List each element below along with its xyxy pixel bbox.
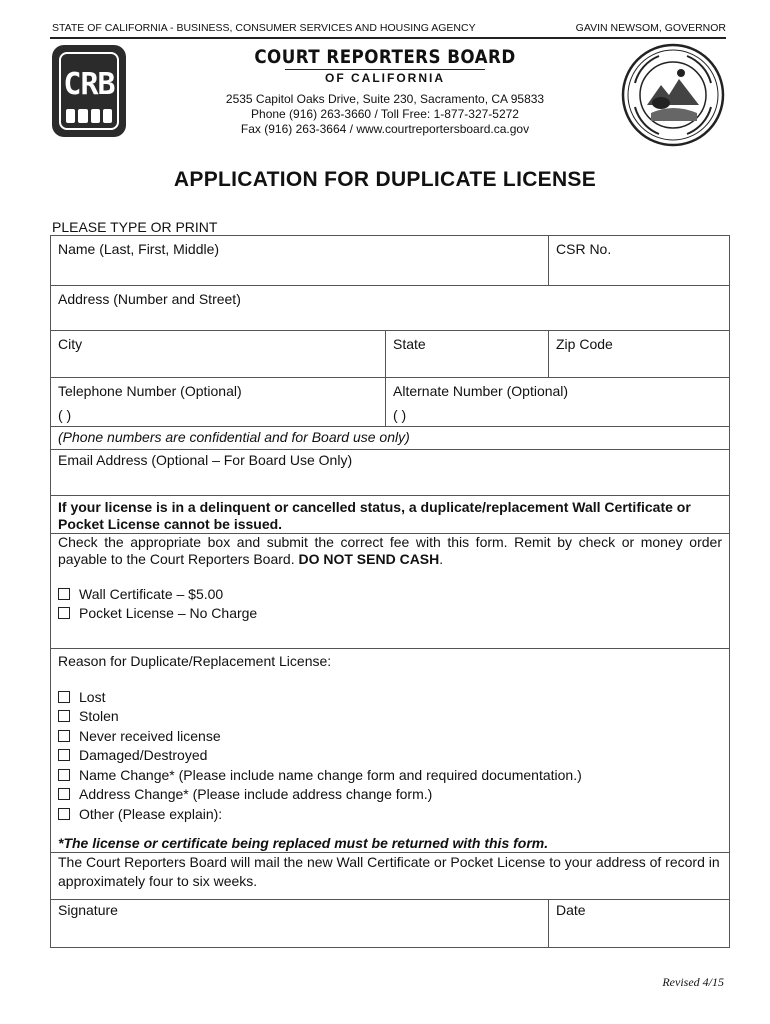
crb-logo	[52, 45, 126, 137]
agency-name: STATE OF CALIFORNIA - BUSINESS, CONSUMER SERVICES AND HOUSING AGENCY	[52, 22, 476, 34]
zip-label: Zip Code	[556, 336, 613, 352]
name-row	[51, 236, 729, 286]
reason-stolen-label: Stolen	[79, 708, 119, 725]
agency-header	[50, 22, 726, 40]
fee-text-end: .	[439, 551, 444, 567]
checkbox-icon[interactable]	[58, 769, 70, 781]
city-label: City	[58, 336, 83, 352]
fee-instructions	[51, 534, 729, 572]
logo-text: CRB	[63, 67, 115, 102]
email-label: Email Address (Optional – For Board Use Only)	[58, 452, 353, 468]
application-form	[50, 235, 730, 948]
email-field[interactable]	[51, 450, 729, 495]
checkbox-icon[interactable]	[58, 730, 70, 742]
signature-label: Signature	[58, 902, 118, 918]
reason-name-change-label: Name Change* (Please include name change form and required documentation.)	[79, 766, 582, 783]
notice-row	[51, 496, 729, 534]
board-name: COURT REPORTERS BOARD	[254, 46, 516, 68]
csr-label: CSR No.	[556, 241, 612, 257]
reason-lost-label: Lost	[79, 688, 106, 705]
name-field[interactable]	[51, 236, 548, 285]
telephone-label: Telephone Number (Optional)	[58, 383, 242, 399]
checkbox-icon[interactable]	[58, 808, 70, 820]
reason-option-stolen[interactable]	[58, 707, 722, 727]
state-field[interactable]	[385, 331, 548, 377]
city-field[interactable]	[51, 331, 385, 377]
reason-option-never-received[interactable]	[58, 726, 722, 746]
revision-date: Revised 4/15	[662, 975, 724, 989]
alternate-label: Alternate Number (Optional)	[393, 383, 569, 399]
phone-note-row	[51, 426, 729, 450]
reason-option-damaged[interactable]	[58, 746, 722, 766]
fee-section	[51, 534, 729, 649]
return-footnote	[58, 835, 548, 851]
checkbox-icon[interactable]	[58, 588, 70, 600]
telephone-area-code: ( )	[58, 407, 72, 423]
delinquent-notice: If your license is in a delinquent or cancelled status, a duplicate/replacement Wall Certificate or Pocket License cannot be issued.	[58, 499, 691, 532]
checkbox-icon[interactable]	[58, 710, 70, 722]
csr-field[interactable]	[548, 236, 729, 285]
fee-options	[51, 572, 729, 623]
reason-other-label: Other (Please explain):	[79, 805, 223, 822]
board-subtitle: OF CALIFORNIA	[325, 71, 445, 85]
state-label: State	[393, 336, 426, 352]
name-label: Name (Last, First, Middle)	[58, 241, 220, 257]
board-address: 2535 Capitol Oaks Drive, Suite 230, Sacramento, CA 95833	[225, 92, 545, 106]
checkbox-icon[interactable]	[58, 749, 70, 761]
alternate-field[interactable]	[385, 378, 729, 426]
address-label: Address (Number and Street)	[58, 291, 241, 307]
no-cash-warning: DO NOT SEND CASH	[298, 551, 440, 567]
zip-field[interactable]	[548, 331, 729, 377]
reason-option-address-change[interactable]	[58, 785, 722, 805]
date-label: Date	[556, 902, 586, 918]
address-row	[51, 286, 729, 331]
mail-note-row	[51, 853, 729, 900]
pocket-license-option[interactable]	[58, 604, 722, 624]
email-row	[51, 450, 729, 496]
reason-address-change-label: Address Change* (Please include address change form.)	[79, 786, 433, 803]
phone-row	[51, 378, 729, 426]
board-fax: Fax (916) 263-3664 / www.courtreportersboard.ca.gov	[240, 122, 530, 136]
reason-label: Reason for Duplicate/Replacement License:	[58, 653, 332, 669]
city-row	[51, 331, 729, 378]
board-name-rule	[285, 69, 485, 70]
reason-option-name-change[interactable]	[58, 765, 722, 785]
governor-name: GAVIN NEWSOM, GOVERNOR	[575, 22, 726, 34]
reason-damaged-label: Damaged/Destroyed	[79, 747, 208, 764]
reason-never-received-label: Never received license	[79, 727, 221, 744]
print-instruction: PLEASE TYPE OR PRINT	[52, 219, 218, 235]
header-rule	[50, 37, 726, 39]
date-field[interactable]	[548, 900, 729, 947]
wall-certificate-option[interactable]	[58, 584, 722, 604]
state-seal-icon	[621, 43, 725, 147]
signature-field[interactable]	[51, 900, 548, 947]
alternate-area-code: ( )	[393, 407, 407, 423]
wall-certificate-label: Wall Certificate – $5.00	[79, 585, 224, 602]
signature-row	[51, 900, 729, 947]
board-phone: Phone (916) 263-3660 / Toll Free: 1-877-327-5272	[251, 107, 519, 121]
reason-option-other[interactable]	[58, 804, 722, 824]
checkbox-icon[interactable]	[58, 691, 70, 703]
address-field[interactable]	[51, 286, 729, 330]
reason-options	[51, 673, 729, 824]
reason-option-lost[interactable]	[58, 687, 722, 707]
reason-section	[51, 649, 729, 853]
form-title: APPLICATION FOR DUPLICATE LICENSE	[173, 168, 597, 191]
checkbox-icon[interactable]	[58, 607, 70, 619]
phone-note: (Phone numbers are confidential and for Board use only)	[58, 429, 410, 445]
fee-text: Check the appropriate box and submit the correct fee with this form. Remit by check or money order payable to the Court Reporters Board.	[58, 534, 722, 567]
pocket-license-label: Pocket License – No Charge	[79, 605, 258, 622]
telephone-field[interactable]	[51, 378, 385, 426]
checkbox-icon[interactable]	[58, 788, 70, 800]
footnote-asterisk: *	[58, 835, 64, 851]
mail-note: The Court Reporters Board will mail the new Wall Certificate or Pocket License to your address of record in approximately four to six weeks.	[58, 854, 720, 889]
footnote-text: The license or certificate being replaced must be returned with this form.	[63, 835, 549, 851]
